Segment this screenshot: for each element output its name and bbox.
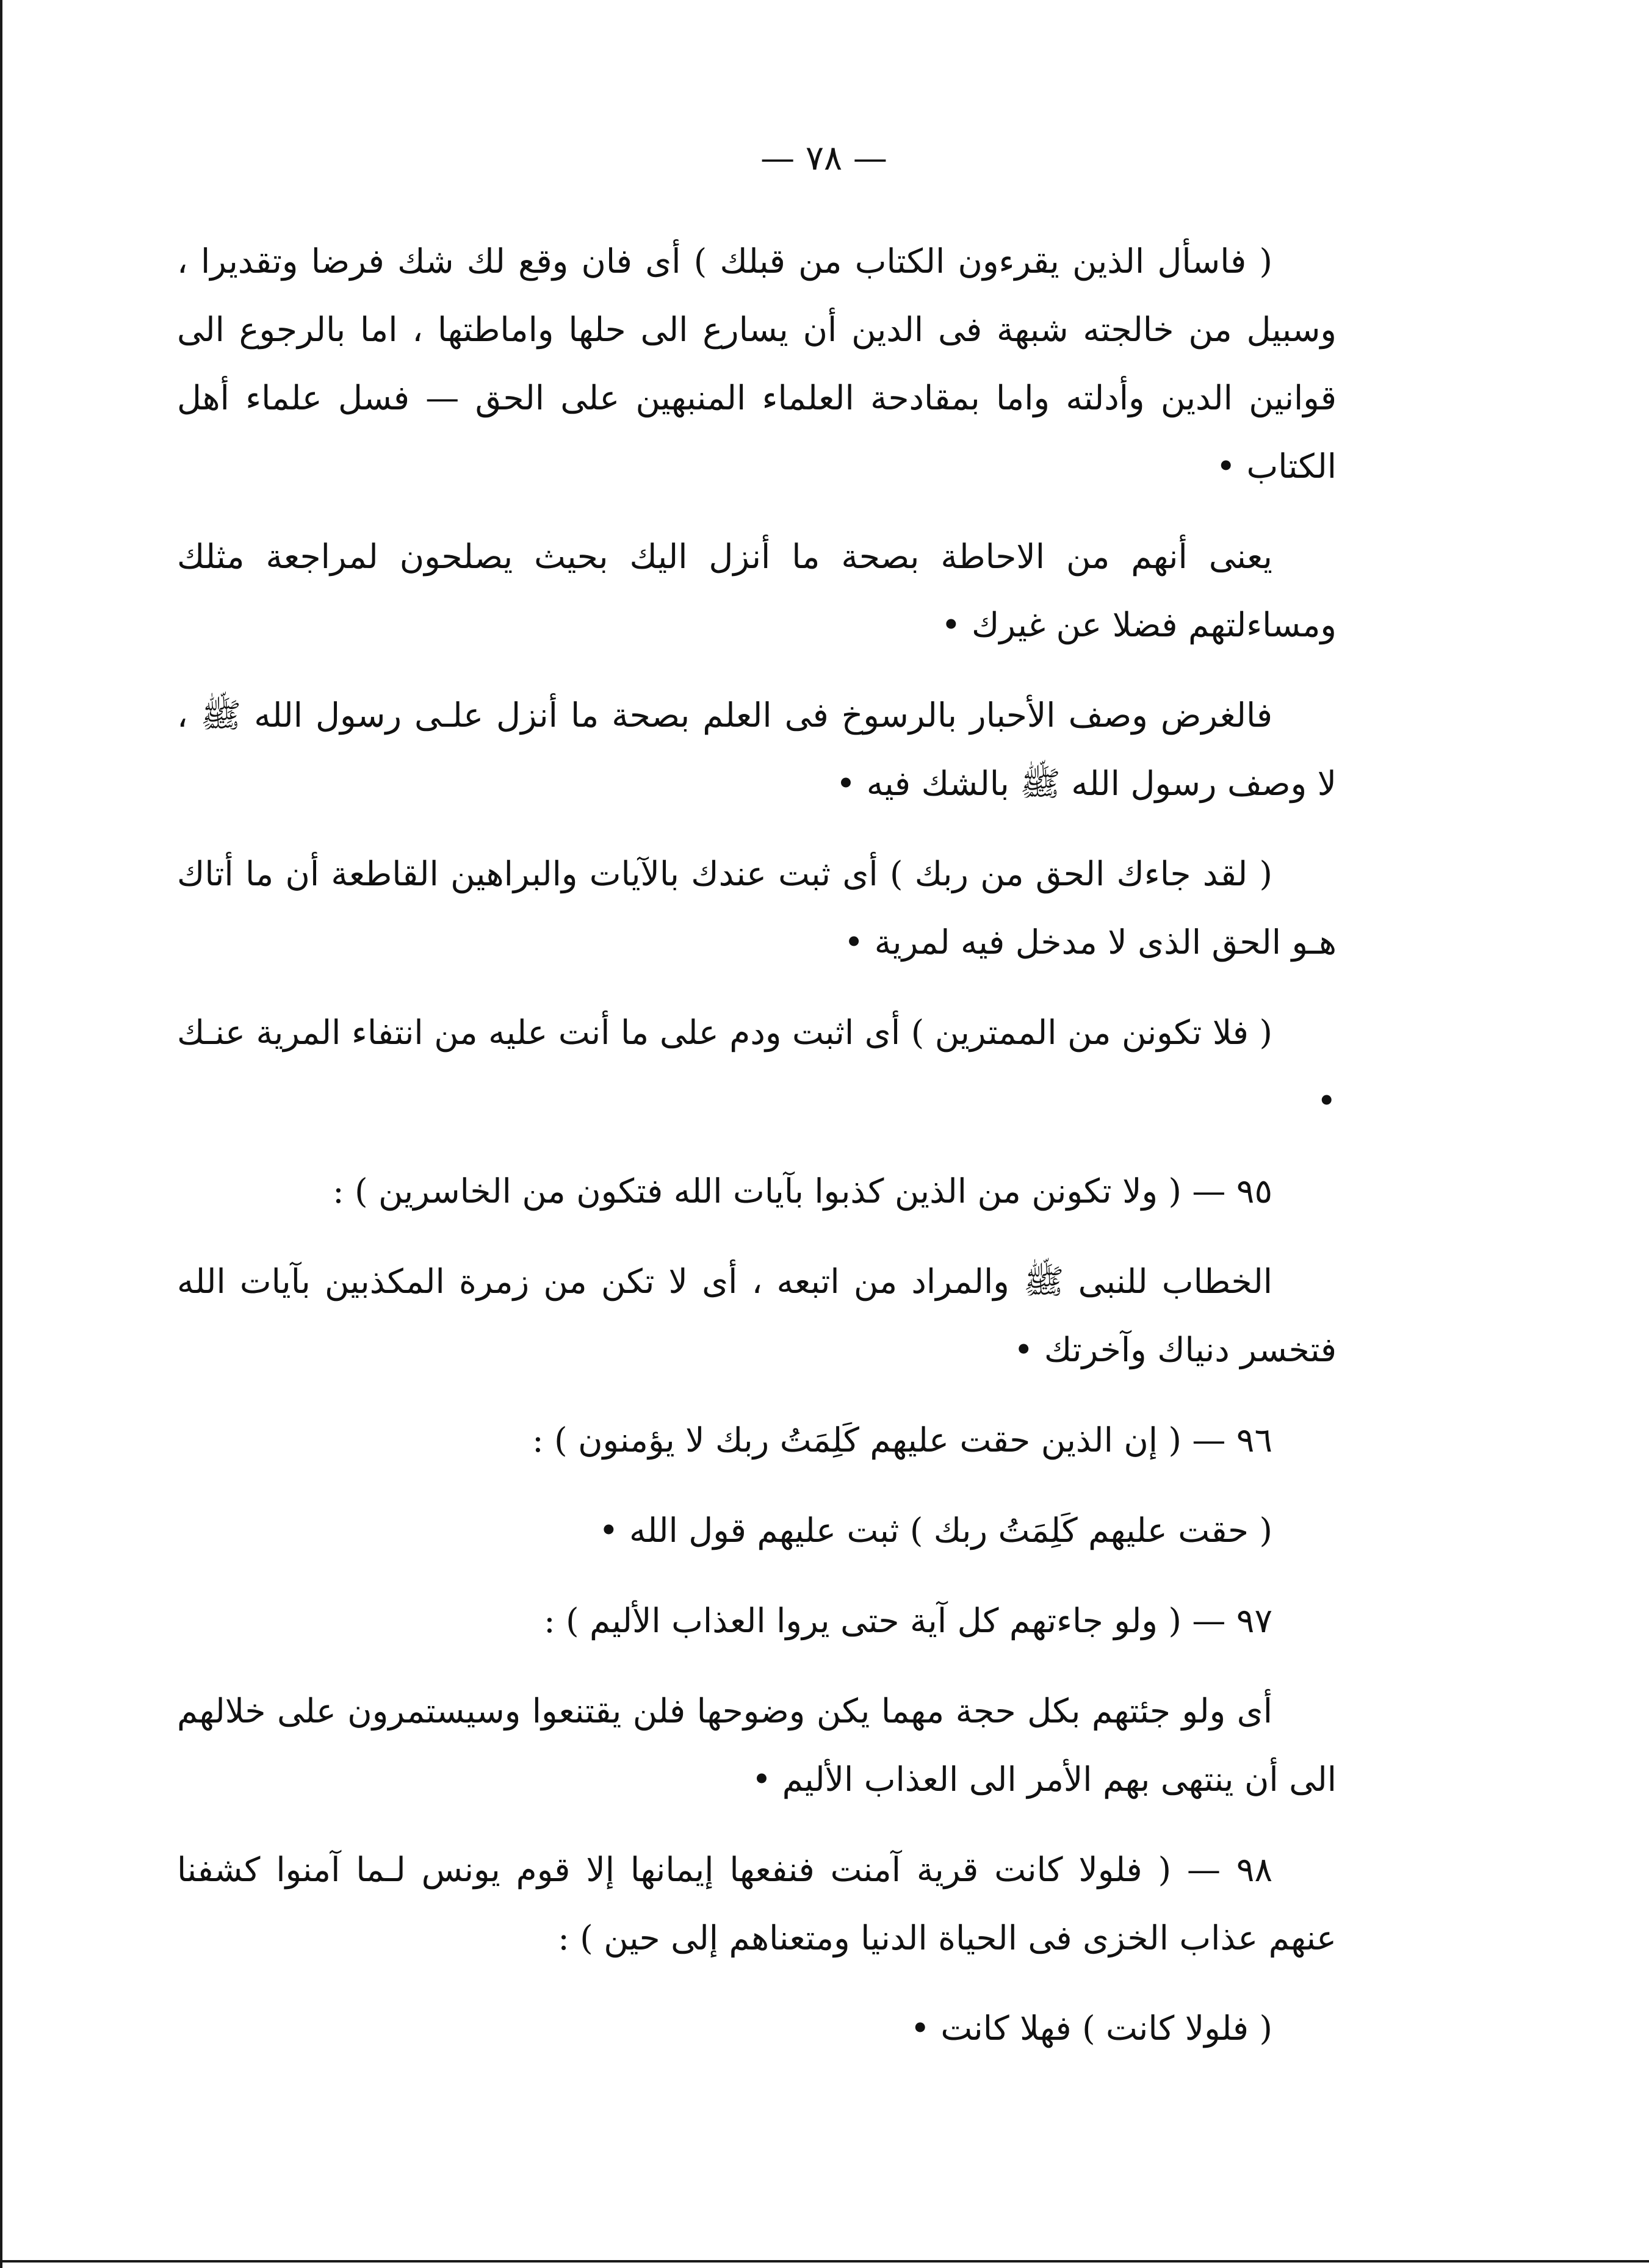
paragraph: يعنى أنهم من الاحاطة بصحة ما أنزل اليك بحيث يصلحون لمراجعة مثلك ومساءلتهم فضلا عن غيرك • <box>177 537 1337 644</box>
page-edge-bottom <box>0 2260 1649 2263</box>
verse-heading: ٩٨ — ( فلولا كانت قرية آمنت فنفعها إيمانها إلا قوم يونس لـما آمنوا كشفنا عنهم عذاب الخزى فى الحياة الدنيا ومتعناهم إلى حين ) : <box>177 1850 1337 1957</box>
verse-heading: ٩٦ — ( إن الذين حقت عليهم كَلِمَتُ ربك لا يؤمنون ) : <box>532 1420 1272 1460</box>
paragraph: ( فلا تكونن من الممترين ) أى اثبت ودم على ما أنت عليه من انتفاء المرية عنـك • <box>177 1013 1337 1120</box>
paragraph: فالغرض وصف الأحبار بالرسوخ فى العلم بصحة ما أنزل علـى رسول الله ﷺ ، لا وصف رسول الله ﷺ بالشك فيه • <box>177 696 1337 803</box>
page-edge-left <box>0 0 2 2268</box>
verse-heading: ٩٧ — ( ولو جاءتهم كل آية حتى يروا العذاب الأليم ) : <box>544 1601 1272 1640</box>
paragraph: ( حقت عليهم كَلِمَتُ ربك ) ثبت عليهم قول الله • <box>599 1511 1272 1550</box>
paragraph: الخطاب للنبى ﷺ والمراد من اتبعه ، أى لا تكن من زمرة المكذبين بآيات الله فتخسر دنياك وآخرتك • <box>177 1262 1337 1369</box>
verse-heading: ٩٥ — ( ولا تكونن من الذين كذبوا بآيات الله فتكون من الخاسرين ) : <box>333 1172 1272 1211</box>
paragraph: ( فاسأل الذين يقرءون الكتاب من قبلك ) أى فان وقع لك شك فرضا وتقديرا ، وسبيل من خالجته شبهة فى الدين أن يسارع الى حلها واماطتها ، اما بالرجوع الى قوانين الدين وأدلته واما بمقادحة العلماء المنبهين على الحق — فسل علماء أهل الكتاب • <box>177 242 1337 486</box>
paragraph: ( فلولا كانت ) فهلا كانت • <box>910 2009 1272 2048</box>
paragraph: ( لقد جاءك الحق من ربك ) أى ثبت عندك بالآيات والبراهين القاطعة أن ما أتاك هـو الحق الذى لا مدخل فيه لمرية • <box>177 854 1337 962</box>
body-text <box>177 227 1337 2084</box>
page-number: — ٧٨ — <box>760 139 887 178</box>
paragraph: أى ولو جئتهم بكل حجة مهما يكن وضوحها فلن يقتنعوا وسيستمرون على خلالهم الى أن ينتهى بهم الأمر الى العذاب الأليم • <box>177 1691 1337 1799</box>
